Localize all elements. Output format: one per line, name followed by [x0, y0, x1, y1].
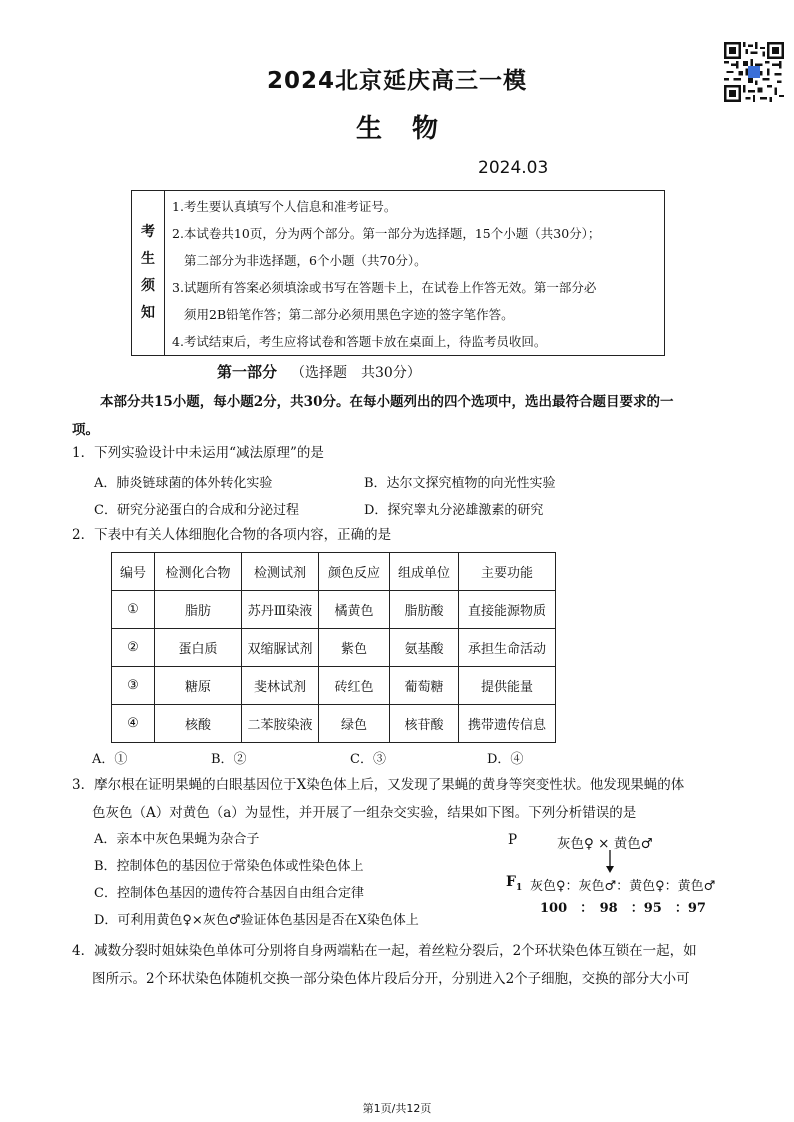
- table-row: [112, 705, 556, 743]
- table-cell: 蛋白质: [155, 629, 242, 667]
- notice-line: 1.考生要认真填写个人信息和准考证号。: [172, 199, 397, 214]
- question-1-option-a: A．肺炎链球菌的体外转化实验: [94, 476, 273, 491]
- table-cell: 绿色: [319, 705, 390, 743]
- part-subtitle: （选择题 共30分）: [291, 365, 421, 381]
- table-row: [112, 667, 556, 705]
- question-3-stem-line: 3．摩尔根在证明果蝇的白眼基因位于X染色体上后，又发现了果蝇的黄身等突变性状。他发现果蝇的体: [72, 777, 685, 793]
- question-3-option-b: B．控制体色的基因位于常染色体或性染色体上: [94, 859, 364, 874]
- part-instructions: [72, 388, 710, 444]
- question-1-option-c: C．研究分泌蛋白的合成和分泌过程: [94, 503, 299, 518]
- compound-table: [111, 552, 556, 743]
- part-title: 第一部分: [217, 363, 278, 381]
- table-cell: 糖原: [155, 667, 242, 705]
- table-header-cell: 检测化合物: [155, 553, 242, 591]
- table-cell: 承担生命活动: [459, 629, 556, 667]
- table-cell: 橘黄色: [319, 591, 390, 629]
- cross-f1-phenotypes: 灰色♀：灰色♂：黄色♀：黄色♂: [530, 879, 716, 894]
- page-number: 第1页/共12页: [362, 1102, 432, 1115]
- table-cell: ②: [112, 629, 155, 667]
- table-cell: 提供能量: [459, 667, 556, 705]
- question-3-option-c: C．控制体色基因的遗传符合基因自由组合定律: [94, 886, 364, 901]
- table-header-cell: 颜色反应: [319, 553, 390, 591]
- notice-label-char: 考: [141, 224, 155, 240]
- notice-line: 2.本试卷共10页，分为两个部分。第一部分为选择题，15个小题（共30分）；: [172, 226, 601, 241]
- exam-notice-box: [131, 190, 665, 356]
- table-cell: ①: [112, 591, 155, 629]
- table-header-row: [112, 553, 556, 591]
- notice-label-char: 生: [141, 251, 155, 267]
- question-2-option-d: D．④: [487, 752, 524, 767]
- cross-p-label: P: [508, 832, 518, 848]
- question-2-option-c: C．③: [350, 752, 386, 767]
- question-4-stem-line: 图所示。2个环状染色体随机交换一部分染色体片段后分开，分别进入2个子细胞，交换的部分大小可: [92, 971, 690, 987]
- notice-label-char: 须: [141, 278, 155, 294]
- table-cell: 砖红色: [319, 667, 390, 705]
- cross-parents: 灰色♀ × 黄色♂: [557, 836, 653, 852]
- table-header-cell: 编号: [112, 553, 155, 591]
- question-2-option-a: A．①: [92, 752, 128, 767]
- notice-lines: [172, 193, 658, 355]
- instruction-line: 项。: [72, 422, 99, 438]
- table-cell: 核苷酸: [390, 705, 459, 743]
- table-cell: ③: [112, 667, 155, 705]
- table-cell: 紫色: [319, 629, 390, 667]
- table-cell: 氨基酸: [390, 629, 459, 667]
- notice-line: 第二部分为非选择题，6个小题（共70分）。: [184, 253, 427, 268]
- question-1-option-b: B．达尔文探究植物的向光性实验: [364, 476, 556, 491]
- table-cell: 斐林试剂: [242, 667, 319, 705]
- table-cell: 直接能源物质: [459, 591, 556, 629]
- notice-line: 3.试题所有答案必须填涂或书写在答题卡上，在试卷上作答无效。第一部分必: [172, 280, 597, 295]
- question-4-stem-line: 4．减数分裂时姐妹染色单体可分别将自身两端粘在一起，着丝粒分裂后，2个环状染色体互锁在一起，如: [72, 943, 697, 959]
- exam-title: 2024北京延庆高三一模: [266, 68, 527, 94]
- question-2-option-b: B．②: [211, 752, 247, 767]
- table-header-cell: 组成单位: [390, 553, 459, 591]
- table-row: [112, 629, 556, 667]
- table-cell: 苏丹Ⅲ染液: [242, 591, 319, 629]
- table-header-cell: 检测试剂: [242, 553, 319, 591]
- exam-date: 2024.03: [478, 158, 549, 178]
- question-3-option-d: D．可利用黄色♀×灰色♂验证体色基因是否在X染色体上: [94, 913, 419, 928]
- question-1-option-d: D．探究睾丸分泌雄激素的研究: [364, 503, 544, 518]
- table-cell: 双缩脲试剂: [242, 629, 319, 667]
- table-header-cell: 主要功能: [459, 553, 556, 591]
- cross-arrow-icon: [604, 850, 616, 874]
- question-3-stem-line: 色灰色（A）对黄色（a）为显性，并开展了一组杂交实验，结果如下图。下列分析错误的是: [92, 805, 637, 821]
- qr-code-icon: [724, 42, 784, 102]
- cross-f1-ratio: 100 ： 98 ：95 ：97: [540, 901, 706, 916]
- table-cell: 葡萄糖: [390, 667, 459, 705]
- table-cell: 核酸: [155, 705, 242, 743]
- question-1-stem: 1．下列实验设计中未运用“减法原理”的是: [72, 445, 324, 461]
- table-cell: ④: [112, 705, 155, 743]
- question-2-stem: 2．下表中有关人体细胞化合物的各项内容，正确的是: [72, 527, 392, 543]
- subject-title: 生物: [355, 114, 468, 144]
- table-cell: 携带遗传信息: [459, 705, 556, 743]
- notice-line: 须用2B铅笔作答；第二部分必须用黑色字迹的签字笔作答。: [184, 307, 514, 322]
- notice-line: 4.考试结束后，考生应将试卷和答题卡放在桌面上，待监考员收回。: [172, 334, 547, 349]
- table-cell: 脂肪: [155, 591, 242, 629]
- notice-label-char: 知: [141, 305, 155, 321]
- f1-letter: F: [506, 874, 516, 890]
- question-3-option-a: A．亲本中灰色果蝇为杂合子: [94, 832, 260, 847]
- part-heading: [217, 361, 421, 382]
- table-cell: 脂肪酸: [390, 591, 459, 629]
- notice-label: [132, 191, 165, 355]
- instruction-line: 本部分共15小题，每小题2分，共30分。在每小题列出的四个选项中，选出最符合题目要求的一: [100, 394, 674, 410]
- table-row: [112, 591, 556, 629]
- f1-subscript: 1: [515, 882, 523, 893]
- cross-f1-label: [506, 874, 522, 893]
- table-cell: 二苯胺染液: [242, 705, 319, 743]
